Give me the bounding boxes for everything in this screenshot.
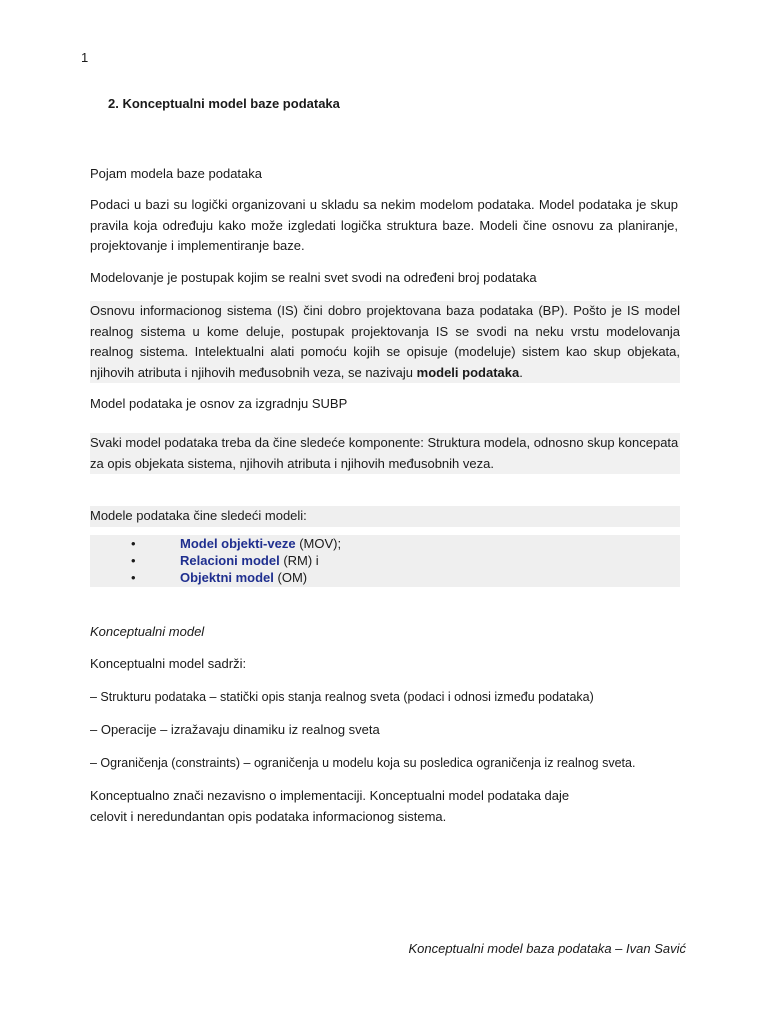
models-intro: Modele podataka čine sledeći modeli: xyxy=(90,506,680,527)
models-list xyxy=(90,535,680,587)
paragraph-model-definition: Podaci u bazi su logički organizovani u skladu sa nekim modelom podataka. Model podataka je skup pravila koja određuju kako može izgledati logička struktura baze. Modeli čine osnovu za planiranje, projektovanje i implementiranje baze. xyxy=(90,197,678,253)
paragraph-information-system-bold: modeli podataka xyxy=(416,364,520,380)
item-operations: – Operacije – izražavaju dinamiku iz realnog sveta xyxy=(90,722,380,737)
paragraph-components: Svaki model podataka treba da čine sledeće komponente: Struktura modela, odnosno skup koncepata za opis objekata sistema, njihovih atributa i njihovih međusobnih veza. xyxy=(90,433,680,474)
bullet-icon: • xyxy=(131,570,136,585)
item-structure: – Strukturu podataka – statički opis stanja realnog sveta (podaci i odnosi između podataka) xyxy=(90,690,594,704)
model-abbrev: (MOV); xyxy=(295,536,342,551)
list-item xyxy=(90,569,680,586)
conceptual-model-contains: Konceptualni model sadrži: xyxy=(90,656,247,671)
model-abbrev: (RM) i xyxy=(279,553,319,568)
conceptual-model-title: Konceptualni model xyxy=(90,624,205,639)
paragraph-information-system-end: . xyxy=(519,364,523,380)
closing-paragraph: Konceptualno znači nezavisno o implementaciji. Konceptualni model podataka daje celovit i neredundantan opis podataka informacionog sistema. xyxy=(90,788,570,824)
list-item xyxy=(90,535,680,552)
page-number: 1 xyxy=(81,50,89,65)
model-abbrev: (OM) xyxy=(273,570,308,585)
section-heading: 2. Konceptualni model baze podataka xyxy=(108,96,340,111)
list-item xyxy=(90,552,680,569)
paragraph-information-system xyxy=(90,301,680,383)
paragraph-subp: Model podataka je osnov za izgradnju SUBP xyxy=(90,396,348,411)
model-term: Relacioni model xyxy=(180,553,280,568)
model-term: Objektni model xyxy=(180,570,274,585)
paragraph-modeling: Modelovanje je postupak kojim se realni svet svodi na određeni broj podataka xyxy=(90,270,537,285)
page-footer: Konceptualni model baza podataka – Ivan Savić xyxy=(408,941,686,956)
subheading: Pojam modela baze podataka xyxy=(90,166,263,181)
bullet-icon: • xyxy=(131,553,136,568)
item-constraints: – Ograničenja (constraints) – ograničenja u modelu koja su posledica ograničenja iz realnog sveta. xyxy=(90,756,636,770)
model-term: Model objekti-veze xyxy=(180,536,296,551)
paragraph-information-system-text: Osnovu informacionog sistema (IS) čini dobro projektovana baza podataka (BP). Pošto je IS model realnog sistema u kome deluje, postupak projektovanja IS se svodi na neku vrstu modelovanja realnog sistema. Intelektualni alati pomoću kojih se opisuje (modeluje) sistem kao skup objekata, njihovih atributa i njihovih međusobnih veza, se nazivaju xyxy=(90,303,680,380)
bullet-icon: • xyxy=(131,536,136,551)
